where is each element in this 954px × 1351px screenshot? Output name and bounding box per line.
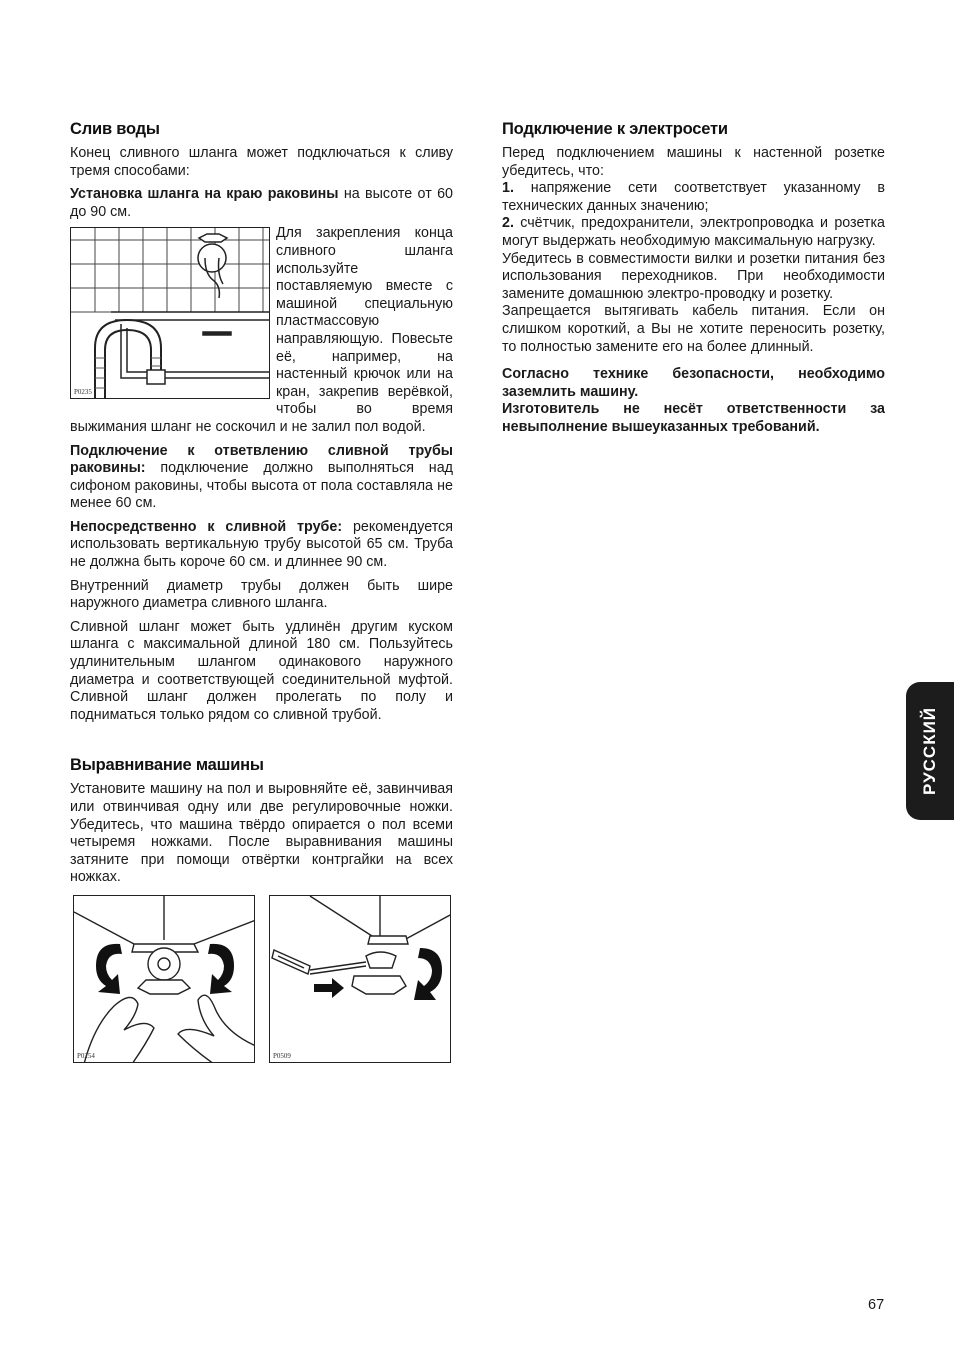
- item-2-text: счётчик, предохранители, электропроводка и розетка могут выдержать необходимую максимальную нагрузку.: [502, 215, 885, 249]
- branch-rest: подключение должно выполняться над сифоном раковины, чтобы высота от пола составляла не менее 60 см.: [70, 460, 453, 512]
- diameter-paragraph: Внутренний диаметр трубы должен быть шире наружного диаметра сливного шланга.: [70, 577, 453, 612]
- fig-label-p0509: P0509: [273, 1051, 291, 1060]
- electric-item-1: [502, 180, 885, 215]
- extend-paragraph: Сливной шланг может быть удлинён другим куском шланга с максимальной длиной 180 см. Пользуйтесь удлинительным шлангом одинакового наружного диаметра и соответствующей соединительной муфтой. Сливной шланг должен пролегать по полу и подниматься только рядом со сливной трубой.: [70, 618, 453, 723]
- section-gap: [70, 730, 453, 756]
- hose-on-sink-figure: [70, 227, 270, 399]
- sink-bold: Установка шланга на краю раковины: [70, 186, 339, 203]
- branch-bold: Подключение к ответвлению сливной трубы раковины:: [70, 442, 453, 477]
- sink-instructions: Для закрепления конца сливного шланга используйте поставляемую вместе с машиной специальную пластмассовую направляющую. Повесьте её, например, на настенный крючок или на кран, закрепив верёвкой, чтобы во время выжимания шланг не соскочил и не залил пол водой.: [70, 225, 453, 435]
- cable-paragraph: Запрещается вытягивать кабель питания. Если он слишком короткий, а Вы не хотите переносить розетку, то полностью замените его на более длинный.: [502, 303, 885, 355]
- electric-intro: Перед подключением машины к настенной розетке убедитесь, что:: [502, 145, 885, 179]
- fig-label-p0254: P0254: [77, 1051, 95, 1060]
- page-number: 67: [868, 1297, 885, 1313]
- sink-rest: на высоте от 60 до 90 см.: [70, 186, 453, 220]
- electric-title: Подключение к электросети: [502, 120, 728, 138]
- leveling-figures: [70, 895, 453, 1067]
- adjust-feet-illustration: [74, 896, 255, 1063]
- hose-on-sink-illustration: [71, 228, 270, 399]
- item-1-number: 1.: [502, 180, 514, 197]
- pipe-bold: Непосредственно к сливной трубе:: [70, 518, 343, 535]
- right-column: [502, 120, 885, 437]
- language-tab: [906, 682, 954, 820]
- level-text: Установите машину на пол и выровняйте её, завинчивая или отвинчивая одну или две регулировочные ножки. Убедитесь, что машина твёрдо опирается о пол всеми четыремя ножками. После выравнивания машины затяните при помощи отвёртки контргайки на всех ножках.: [70, 781, 453, 886]
- adjust-feet-figure: [73, 895, 255, 1063]
- lock-nut-figure: [269, 895, 451, 1063]
- lock-nut-illustration: [270, 896, 451, 1063]
- sink-paragraph: [70, 186, 453, 221]
- ground-warning: Согласно технике безопасности, необходимо заземлить машину.: [502, 366, 885, 400]
- drain-title: Слив воды: [70, 120, 160, 138]
- drain-intro: Конец сливного шланга может подключаться к сливу тремя способами:: [70, 145, 453, 179]
- fig-label-p0235: P0235: [74, 388, 92, 397]
- language-tab-label: РУССКИЙ: [920, 706, 939, 796]
- adapter-paragraph: Убедитесь в совместимости вилки и розетки питания без использования переходников. При необходимости замените домашнюю электро-проводку и розетку.: [502, 250, 885, 302]
- item-1-text: напряжение сети соответствует указанному в технических данных значению;: [502, 180, 885, 214]
- level-title: Выравнивание машины: [70, 756, 264, 775]
- electric-item-2: [502, 215, 885, 250]
- branch-paragraph: [70, 443, 453, 513]
- item-2-number: 2.: [502, 215, 514, 232]
- liability-warning: Изготовитель не несёт ответственности за невыполнение вышеуказанных требований.: [502, 401, 885, 435]
- pipe-rest: рекомендуется использовать вертикальную трубу высотой 65 см. Труба не должна быть короче 60 см. и длиннее 90 см.: [70, 518, 453, 571]
- pipe-paragraph: [70, 519, 453, 572]
- left-column: [70, 120, 453, 1067]
